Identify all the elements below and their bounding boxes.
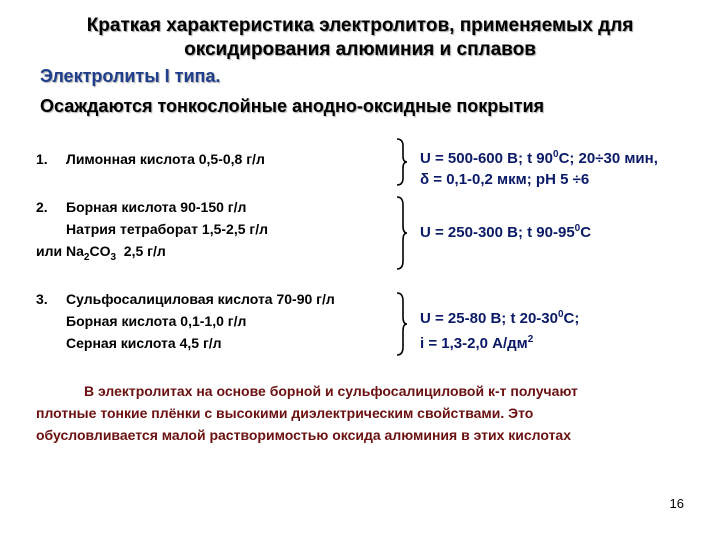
electrolyte-group-3 [36,288,335,354]
conditions-line: U = 250-300 В; t $90-95^0С$ [420,223,592,241]
conditions-group-2 [420,218,591,243]
subtitle: Электролиты I типа. [40,66,221,86]
slide-title [40,14,680,62]
conditions-line: i = 1,3-2,0 $А/дм^2$ [420,334,534,352]
conditions-line: U = 25-80 В; t $20-30^0С$; [420,309,580,327]
brace-icon [396,196,408,270]
component-line: Борная кислота 0,1-1,0 г/л [66,313,247,329]
brace-icon [396,292,408,356]
conditions-line: δ = 0,1-0,2 мкм; рН 5 ÷6 [420,171,590,188]
lead-text: Осаждаются тонкослойные анодно-оксидные покрытия [40,96,545,116]
page-number: 16 [669,496,684,511]
electrolyte-group-1 [36,148,265,170]
note-line: обусловливается малой растворимостью оксида алюминия в этих кислотах [36,427,571,443]
brace-icon [396,138,408,186]
conclusion-note [36,380,686,446]
component-line: Серная кислота 4,5 г/л [66,335,222,351]
component-line: или $Na_2CO_3$ 2,5 г/л [36,243,166,263]
title-line-1: Краткая характеристика электролитов, применяемых для [86,15,634,36]
note-line: В электролитах на основе борной и сульфосалициловой к-т получают [84,383,578,399]
conditions-group-1 [420,144,658,190]
electrolyte-group-2 [36,196,268,269]
component-line: Сульфосалициловая кислота 70-90 г/л [66,291,335,307]
conditions-line: U = 500-600 В; t $90^0С$; 20÷30 мин, [420,149,658,167]
component-line: Борная кислота 90-150 г/л [66,199,247,215]
title-line-2: оксидирования алюминия и сплавов [184,39,536,60]
component-line: Лимонная кислота 0,5-0,8 г/л [66,151,265,167]
component-line: Натрия тетраборат 1,5-2,5 г/л [66,221,268,237]
group-number: 3. [36,291,48,307]
group-number: 1. [36,151,48,167]
note-line: плотные тонкие плёнки с высокими диэлектрическим свойствами. Это [36,405,534,421]
group-number: 2. [36,199,48,215]
conditions-group-3 [420,304,579,354]
